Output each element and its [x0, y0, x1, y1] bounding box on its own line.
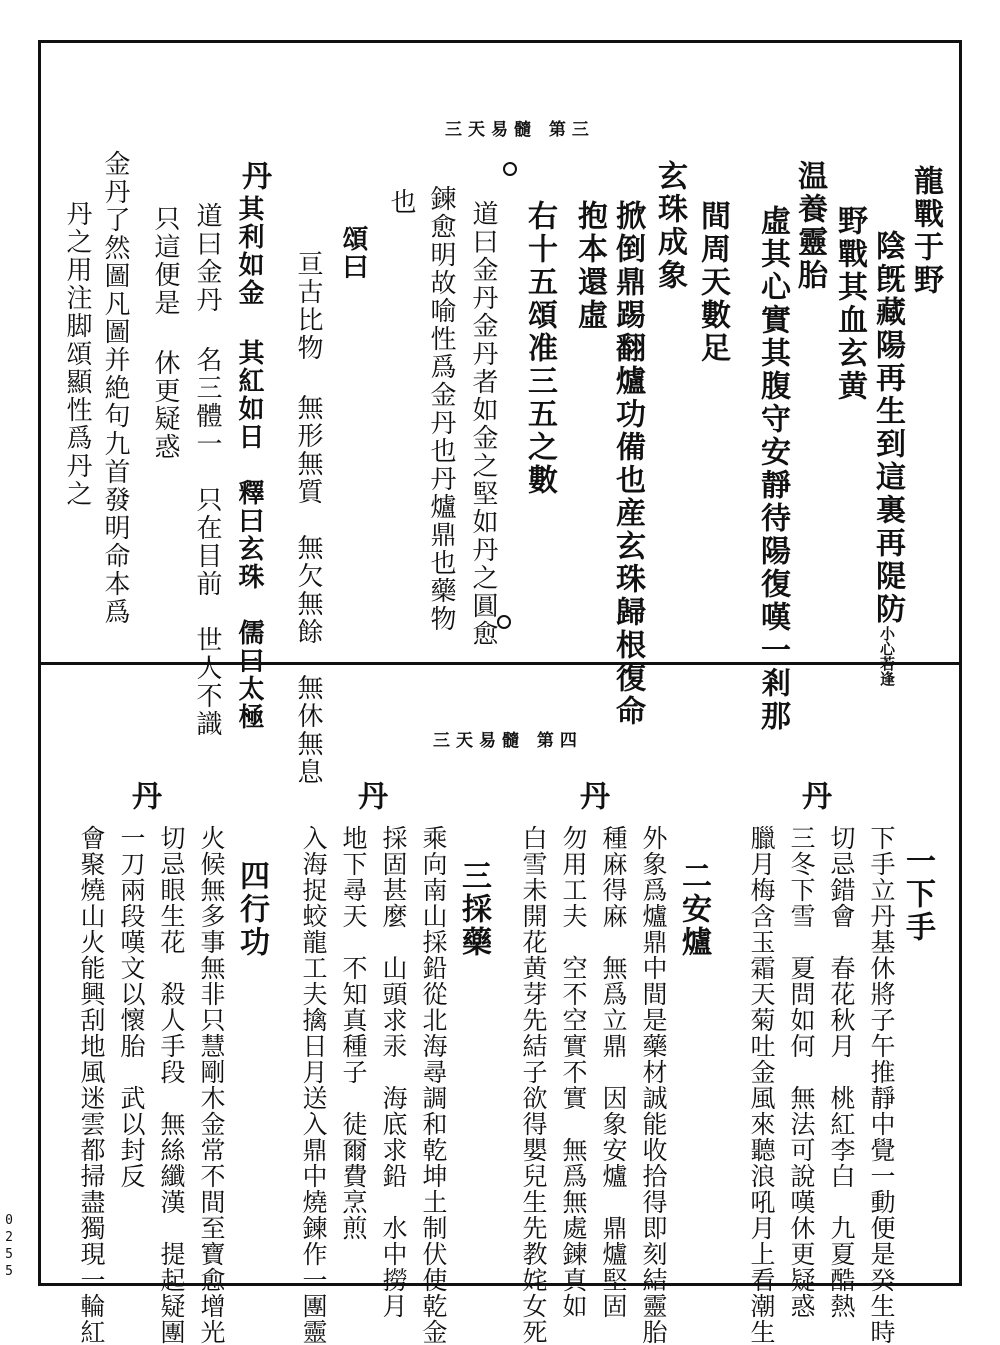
top-col-21: 丹之用注脚頌顯性爲丹之 [62, 200, 92, 508]
top-page-header: 三天易髓 第三 [445, 120, 595, 140]
bottom-col-19: 四行功 [234, 860, 269, 959]
bottom-col-9: 種麻得麻 無爲立鼎 因象安爐 鼎爐堅固 [599, 825, 628, 1319]
bottom-col-12: 丹 [574, 780, 609, 813]
top-col-18: 道曰金丹 名三體一 只在目前 世人不識 [192, 202, 222, 738]
bottom-col-4: 三冬下雪 夏問如何 無法可說嘆休更疑惑 [787, 825, 816, 1319]
top-col-7: 掀倒鼎踢翻爐功備也産玄珠歸根復命 [610, 200, 645, 728]
page-divider [38, 662, 962, 665]
bottom-col-15: 採固甚麼 山頭求汞 海底求鉛 水中撈月 [379, 825, 408, 1319]
top-col-10: 右十五頌准三五之數 [522, 200, 557, 497]
bottom-col-18: 丹 [352, 780, 387, 813]
top-col-19: 只這便是 休更疑惑 [150, 205, 180, 461]
bottom-page-header: 三天易髓 第四 [433, 731, 583, 751]
top-col-8: 玄珠成象 [652, 160, 687, 292]
bottom-col-8: 外象爲爐鼎中間是藥材誠能收拾得即刻結靈胎 [639, 825, 668, 1345]
page-number: 0255 [5, 1213, 13, 1279]
bottom-col-22: 一刀兩段嘆文以懷胎 武以封反 [117, 825, 146, 1189]
bottom-col-13: 三採藥 [456, 860, 491, 959]
top-col-14: 頌曰 [338, 225, 368, 281]
top-col-4: 虛其心實其腹守安靜待陽復嘆一剎那 [755, 205, 790, 733]
top-col-17: 丹 [236, 160, 271, 193]
bottom-col-17: 入海捉蛟龍工夫擒日月送入鼎中燒鍊作一團靈 [299, 825, 328, 1345]
bottom-col-3: 切忌錯會 春花秋月 桃紅李白 九夏酷熱 [827, 825, 856, 1319]
top-col-12: 鍊愈明故喻性爲金丹也丹爐鼎也藥物 [426, 185, 456, 633]
bottom-col-20: 火候無多事無非只慧剛木金常不間至寶愈增光 [197, 825, 226, 1345]
bottom-col-10: 勿用工夫 空不空實不實 無爲無處鍊真如 [559, 825, 588, 1319]
bottom-col-21: 切忌眼生花 殺人手段 無絲纖漢 提起疑團 [157, 825, 186, 1345]
top-col-6: 間周天數足 [695, 200, 730, 365]
top-col-1: 龍戰于野 [908, 165, 943, 297]
circle-mark [503, 162, 517, 176]
top-col-3: 野戰其血玄黄 [832, 205, 867, 403]
circle-mark [497, 615, 511, 629]
top-col-9: 抱本還虛 [572, 200, 607, 332]
top-col-20: 金丹了然圖凡圖并絶句九首發明命本爲 [100, 150, 130, 626]
top-col-13: 也 [386, 188, 416, 216]
bottom-col-11: 白雪未開花黄芽先結子欲得嬰兒生先教姹女死 [519, 825, 548, 1345]
bottom-col-7: 二安爐 [676, 860, 711, 959]
bottom-col-16: 地下尋天 不知真種子 徒爾費烹煎 [339, 825, 368, 1241]
bottom-col-23: 會聚燒山火能興刮地風迷雲都掃盡獨現一輪紅 [77, 825, 106, 1345]
bottom-col-14: 乘向南山採鉛從北海尋調和乾坤土制伏使乾金 [419, 825, 448, 1345]
top-col-16: 其利如金 其紅如日 釋曰玄珠 儒曰太極 [234, 195, 264, 731]
top-col-11: 道曰金丹金丹者如金之堅如丹之圓愈 [468, 200, 498, 648]
top-col-2: 陰旣藏陽再生到這裏再隄防小心若逢 [870, 230, 905, 686]
bottom-col-1: 一下手 [900, 845, 935, 944]
bottom-col-6: 丹 [796, 780, 831, 813]
bottom-col-5: 臘月梅含玉霜天菊吐金風來聽浪吼月上看潮生 [747, 825, 776, 1345]
bottom-col-2: 下手立丹基休將子午推靜中覺一動便是癸生時 [867, 825, 896, 1345]
top-col-15: 亘古比物 無形無質 無欠無餘 無休無息 [293, 250, 323, 786]
top-col-5: 温養靈胎 [792, 160, 827, 292]
bottom-col-24: 丹 [126, 780, 161, 813]
